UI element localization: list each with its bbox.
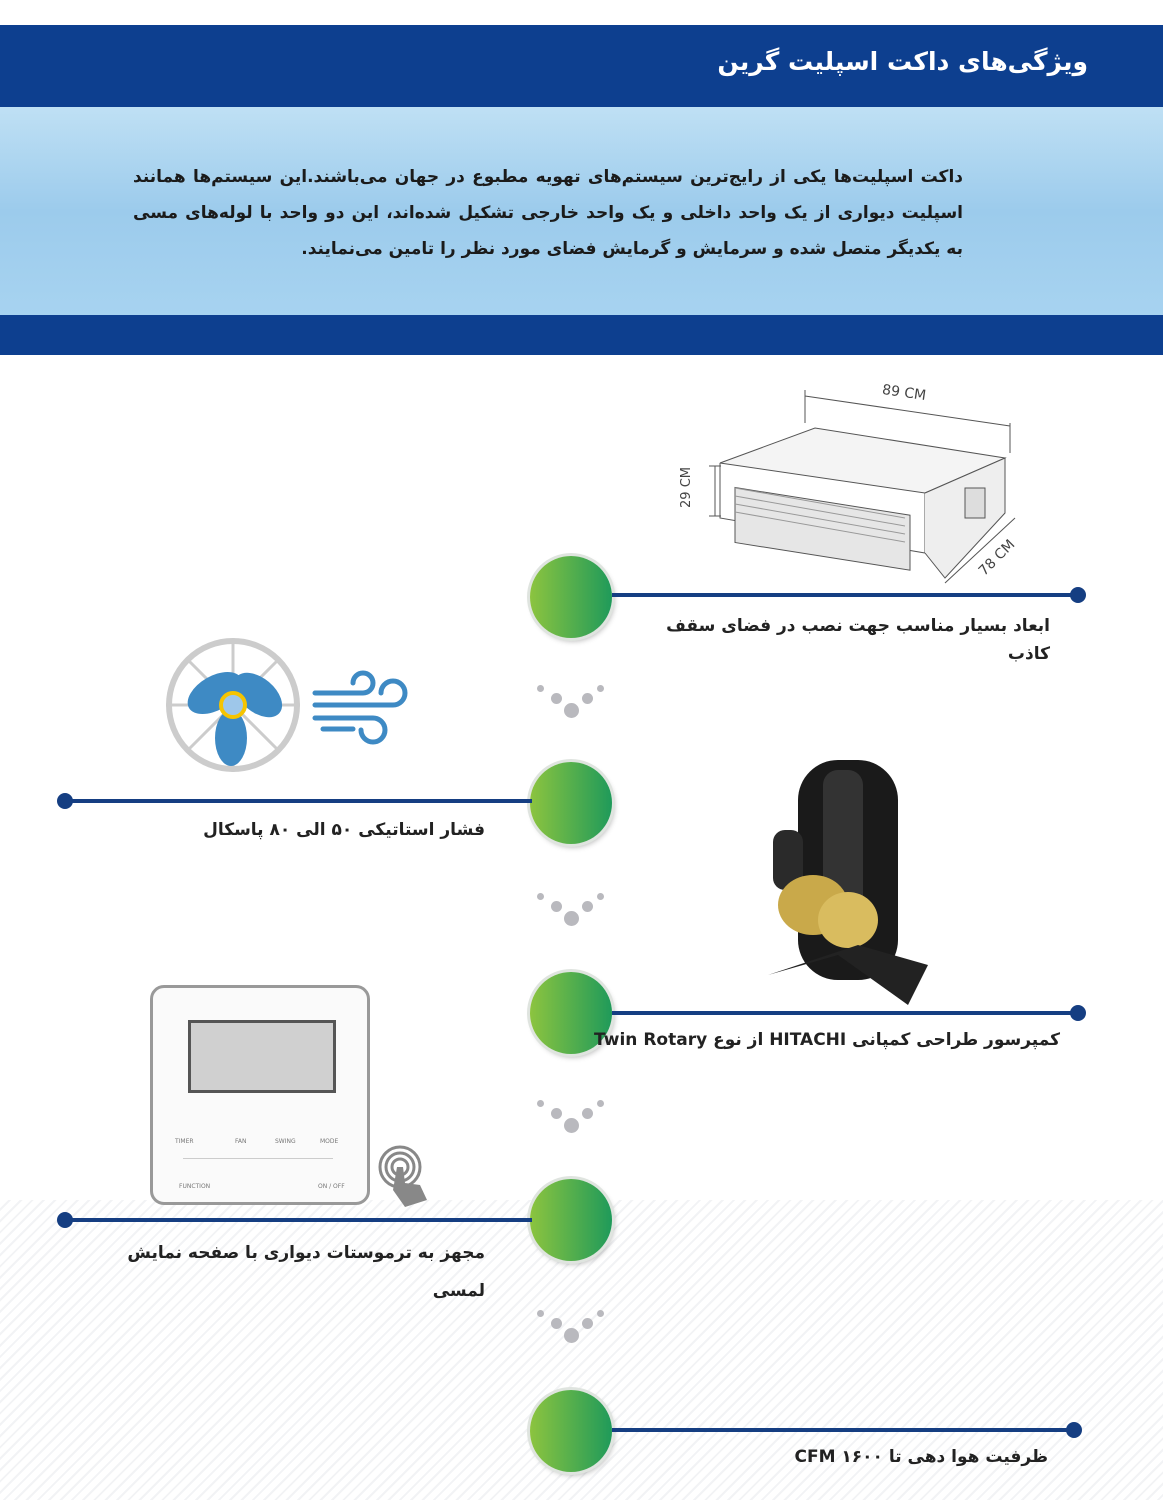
thermostat-divider: [183, 1158, 333, 1159]
dimension-height: 29 CM: [678, 467, 694, 508]
dimension-depth: 78 CM: [975, 536, 1019, 580]
divider-band: [0, 315, 1163, 355]
feature-text-2: فشار استاتیکی ۵۰ الی ۸۰ پاسکال: [203, 820, 485, 840]
feature-marker-5: [530, 1390, 612, 1472]
intro-text: داکت اسپلیت‌ها یکی از رایج‌ترین سیستم‌های تهویه مطبوع در جهان می‌باشند.این سیستم‌ها همانند اسپلیت دیواری از یک واحد داخلی و یک واحد خارجی تشکیل شده‌اند، این دو واحد با لوله‌های مسی به یکدیگر متصل شده و سرمایش و گرمایش فضای مورد نظر را تامین می‌نمایند.: [133, 167, 963, 259]
thermostat-button-mode[interactable]: MODE: [320, 1138, 339, 1145]
feature-text-3: کمپرسور طراحی کمپانی HITACHI از نوع Twin Rotary: [594, 1030, 1060, 1050]
connector-line-1: [612, 593, 1078, 597]
connector-dot-3: [1070, 1005, 1086, 1021]
feature-text-5: ظرفیت هوا دهی تا CFM ۱۶۰۰: [794, 1447, 1048, 1467]
feature-marker-1: [530, 556, 612, 638]
connector-dot-2: [57, 793, 73, 809]
thermostat-button-function[interactable]: FUNCTION: [179, 1183, 211, 1190]
connector-line-4: [65, 1218, 532, 1222]
connector-dot-1: [1070, 587, 1086, 603]
separator-dots-3: [537, 1098, 607, 1138]
page-title: ویژگی‌های داکت اسپلیت گرین: [717, 47, 1088, 76]
thermostat-button-fan[interactable]: FAN: [235, 1138, 247, 1145]
separator-dots-4: [537, 1308, 607, 1348]
connector-dot-4: [57, 1212, 73, 1228]
feature-marker-4: [530, 1179, 612, 1261]
connector-line-2: [65, 799, 532, 803]
thermostat-button-swing[interactable]: SWING: [275, 1138, 296, 1145]
thermostat-panel: [150, 985, 370, 1205]
thermostat-screen: [188, 1020, 336, 1093]
feature-text-1: ابعاد بسیار مناسب جهت نصب در فضای سقف کاذب: [666, 616, 1050, 664]
separator-dots-2: [537, 891, 607, 931]
connector-line-5: [612, 1428, 1078, 1432]
separator-dots-1: [537, 683, 607, 723]
touch-hand-icon: [375, 1145, 435, 1210]
connector-line-3: [612, 1011, 1078, 1015]
compressor-image: [768, 740, 933, 1010]
feature-text-4: مجهز به ترموستات دیواری با صفحه نمایش لمسی: [127, 1243, 485, 1301]
header-bar: [0, 25, 1163, 107]
dimension-width: 89 CM: [881, 382, 928, 404]
feature-marker-2: [530, 762, 612, 844]
connector-dot-5: [1066, 1422, 1082, 1438]
thermostat-button-timer[interactable]: TIMER: [175, 1138, 194, 1145]
thermostat-button-onoff[interactable]: ON / OFF: [318, 1183, 345, 1190]
fan-icon: [163, 633, 418, 778]
intro-banner: [0, 107, 1163, 315]
